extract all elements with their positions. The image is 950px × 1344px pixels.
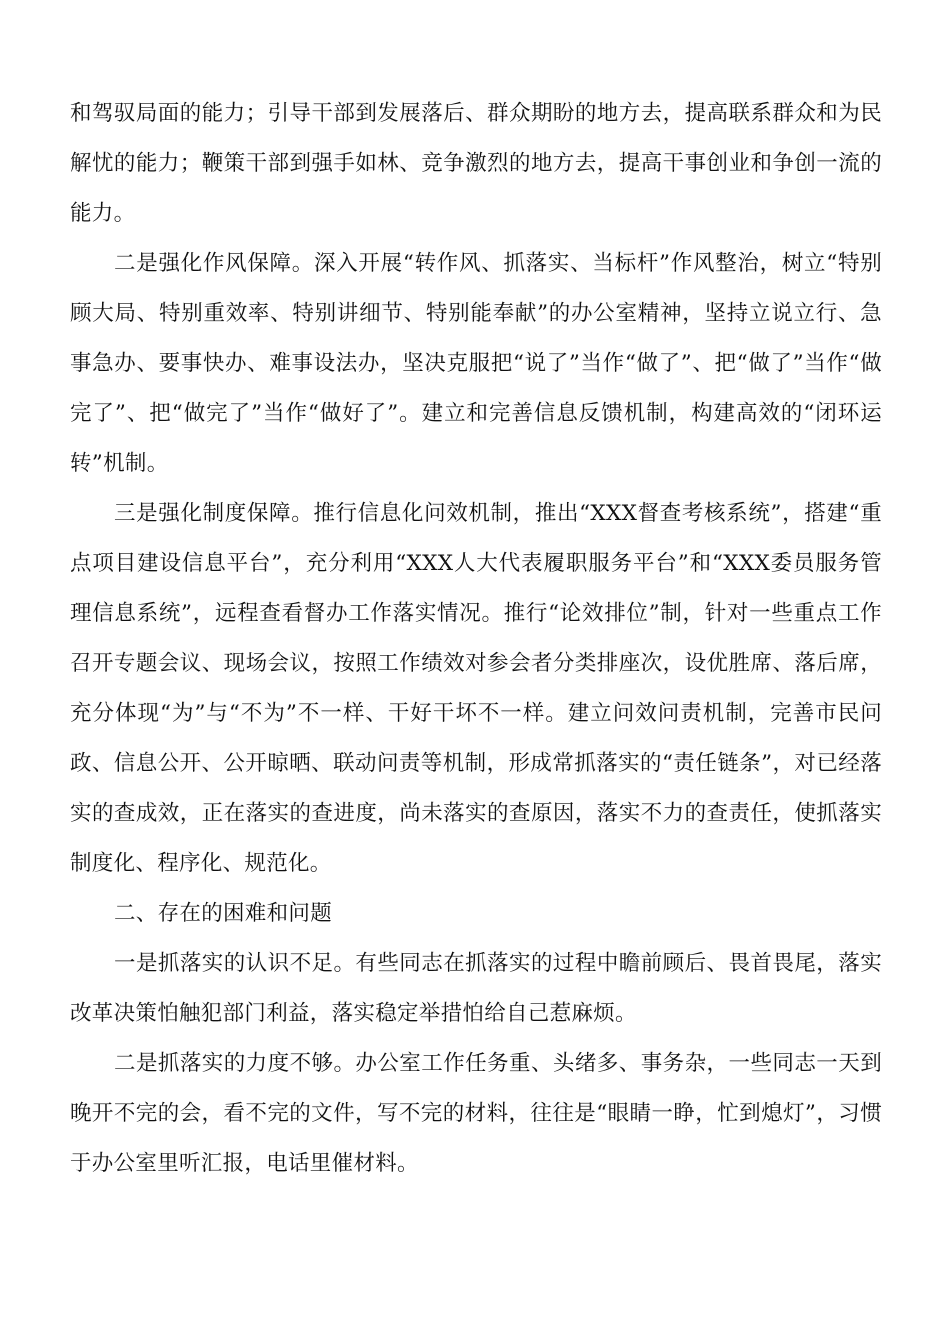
paragraph-work-style: 二是强化作风保障。深入开展“转作风、抓落实、当标杆”作风整治，树立“特别顾大局、特别重效率、特别讲细节、特别能奉献”的办公室精神，坚持立说立行、急事急办、要事快办、难事设法办，坚决克服把“说了”当作“做了”、把“做了”当作“做完了”、把“做完了”当作“做好了”。建立和完善信息反馈机制，构建高效的“闭环运转”机制。	[70, 251, 882, 476]
section-heading-problems: 二、存在的困难和问题	[114, 901, 333, 926]
paragraph-leadership-ability: 和驾驭局面的能力；引导干部到发展落后、群众期盼的地方去，提高联系群众和为民解忧的能力；鞭策干部到强手如林、竞争激烈的地方去，提高干事创业和争创一流的能力。	[70, 101, 882, 226]
document-body	[70, 89, 882, 1189]
paragraph-institutional-guarantee: 三是强化制度保障。推行信息化问效机制，推出“XXX督查考核系统”，搭建“重点项目建设信息平台”，充分利用“XXX人大代表履职服务平台”和“XXX委员服务管理信息系统”，远程查看督办工作落实情况。推行“论效排位”制，针对一些重点工作召开专题会议、现场会议，按照工作绩效对参会者分类排座次，设优胜席、落后席，充分体现“为”与“不为”不一样、干好干坏不一样。建立问效问责机制，完善市民问政、信息公开、公开晾晒、联动问责等机制，形成常抓落实的“责任链条”，对已经落实的查成效，正在落实的查进度，尚未落实的查原因，落实不力的查责任，使抓落实制度化、程序化、规范化。	[70, 501, 882, 876]
paragraph-insufficient-awareness: 一是抓落实的认识不足。有些同志在抓落实的过程中瞻前顾后、畏首畏尾，落实改革决策怕触犯部门利益，落实稳定举措怕给自己惹麻烦。	[70, 951, 882, 1026]
paragraph-insufficient-effort: 二是抓落实的力度不够。办公室工作任务重、头绪多、事务杂，一些同志一天到晚开不完的会，看不完的文件，写不完的材料，往往是“眼睛一睁，忙到熄灯”，习惯于办公室里听汇报，电话里催材料。	[70, 1051, 882, 1176]
